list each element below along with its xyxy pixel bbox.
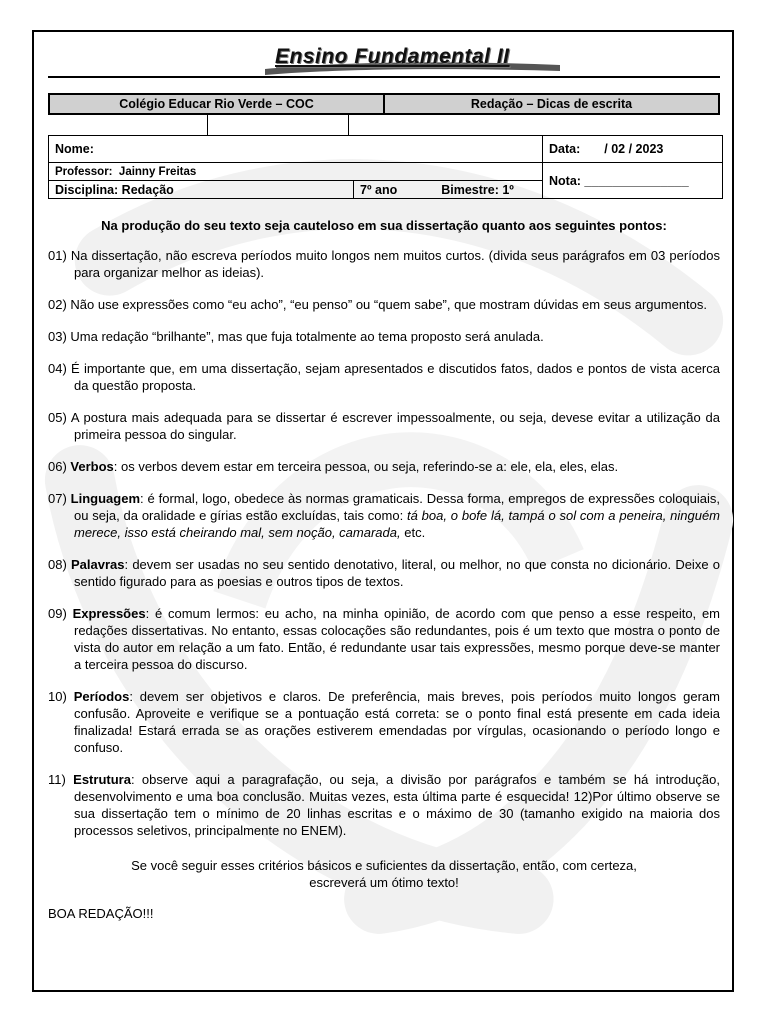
tip-text: : devem ser usadas no seu sentido denotativo, literal, ou melhor, no que consta no dicionário. Deixe o sentido figurado para as poesias e outros tipos de textos.	[74, 557, 720, 589]
school-name: Colégio Educar Rio Verde – COC	[49, 94, 384, 114]
tip-item	[48, 328, 720, 345]
closing-text	[48, 857, 720, 891]
header-title-text: Ensino Fundamental II	[275, 45, 510, 68]
professor-field	[49, 163, 543, 181]
discipline-field: Disciplina: Redação	[49, 181, 354, 199]
tip-item	[48, 360, 720, 394]
tip-item	[48, 771, 720, 839]
tip-term: Estrutura	[73, 772, 131, 787]
student-info-table	[48, 135, 723, 199]
tip-examples: tá boa, o bofe lá, tampá o sol com a peneira, ninguém merece, isso está cheirando mal, sem noção, camarada,	[74, 508, 721, 540]
tip-term: Verbos	[70, 459, 114, 474]
professor-value: Jainny Freitas	[118, 165, 197, 178]
tip-text: 03) Uma redação “brilhante”, mas que fuja totalmente ao tema proposto será anulada.	[48, 329, 544, 344]
school-row	[48, 93, 720, 115]
tip-text: 02) Não use expressões como “eu acho”, “eu penso” ou “quem sabe”, que mostram dúvidas em seus argumentos.	[48, 297, 708, 312]
school-year: 7º ano	[360, 182, 398, 197]
name-label: Nome:	[55, 142, 94, 156]
tip-term: Expressões	[72, 606, 146, 621]
tip-item	[48, 458, 720, 475]
tip-item	[48, 296, 720, 313]
divider	[348, 115, 349, 135]
tip-text: : observe aqui a paragrafação, ou seja, a divisão por parágrafos e também se há introdução, desenvolvimento e uma boa conclusão. Muitas vezes, esta última parte é esquecida! 12)Por último observe se sua dissertação tem o mínimo de 20 linhas escritas e o máximo de 30 (tamanho exigido na maioria dos processos seletivos, principalmente no ENEM).	[74, 772, 720, 838]
tip-number: 06)	[48, 459, 71, 474]
closing-line-1: Se você seguir esses critérios básicos e suficientes da dissertação, então, com certeza,	[131, 858, 637, 873]
date-label: Data:	[549, 142, 581, 156]
header-rule	[48, 76, 720, 78]
tip-text: 01) Na dissertação, não escreva períodos muito longos nem muitos curtos. (divida seus parágrafos em 03 períodos para organizar melhor as ideias).	[48, 248, 720, 280]
tip-number: 09)	[48, 606, 73, 621]
date-value: / 02 / 2023	[604, 142, 664, 156]
date-field[interactable]	[543, 136, 723, 163]
tip-number: 10)	[48, 689, 74, 704]
final-text: BOA REDAÇÃO!!!	[48, 906, 154, 921]
header-title	[265, 45, 565, 77]
tip-text: 05) A postura mais adequada para se dissertar é escrever impessoalmente, ou seja, devese evitar a utilização da primeira pessoa do singular.	[48, 410, 720, 442]
tip-number: 07)	[48, 491, 71, 506]
tip-item	[48, 409, 720, 443]
tip-term: Palavras	[71, 557, 125, 572]
tip-term: Períodos	[73, 689, 130, 704]
intro-text: Na produção do seu texto seja cauteloso em sua dissertação quanto aos seguintes pontos:	[101, 218, 667, 233]
tip-text: : os verbos devem estar em terceira pessoa, ou seja, referindo-se a: ele, ela, eles, elas.	[113, 459, 619, 474]
subject-title: Redação – Dicas de escrita	[384, 94, 719, 114]
tip-item	[48, 688, 720, 756]
grade-label: Nota: _______________	[549, 173, 689, 188]
content	[48, 217, 720, 922]
tip-text: : é formal, logo, obedece às normas gramaticais. Dessa forma, empregos de expressões coloquiais, ou seja, da oralidade e gírias estão excluídas, tais como:	[74, 491, 720, 523]
tip-item	[48, 556, 720, 590]
tip-text: : é comum lermos: eu acho, na minha opinião, de acordo com que penso a esse respeito, em redações dissertativas. No entanto, essas colocações são redundantes, pois é um texto que mostra o ponto de vista do autor em relação a um fato. Então, é redundante usar tais expressões, mesmo porque deve-se manter a terceira pessoa do discurso.	[74, 606, 721, 672]
grade-field[interactable]	[543, 163, 723, 199]
tip-item	[48, 605, 720, 673]
divider	[207, 115, 208, 135]
tip-item	[48, 490, 720, 541]
tip-number: 08)	[48, 557, 71, 572]
tip-text: 04) É importante que, em uma dissertação, sejam apresentados e discutidos fatos, dados e pontos de vista acerca da questão proposta.	[48, 361, 720, 393]
tip-term: Linguagem	[70, 491, 141, 506]
term: Bimestre: 1º	[441, 182, 514, 197]
closing-line-2: escreverá um ótimo texto!	[309, 875, 459, 890]
name-field[interactable]	[49, 136, 543, 163]
professor-label: Professor:	[55, 165, 113, 178]
year-term-field	[354, 181, 543, 199]
tip-text: : devem ser objetivos e claros. De preferência, mais breves, pois períodos muito longos geram confusão. Aproveite e verifique se a pontuação está correta: se o ponto final está presente em cada ideia finalizada! Estará errada se as orações estiverem emendadas por vírgulas, ocasionando o período longo e confuso.	[74, 689, 720, 755]
tip-item	[48, 247, 720, 281]
tip-tail: etc.	[400, 525, 426, 540]
tip-number: 11)	[48, 772, 74, 787]
